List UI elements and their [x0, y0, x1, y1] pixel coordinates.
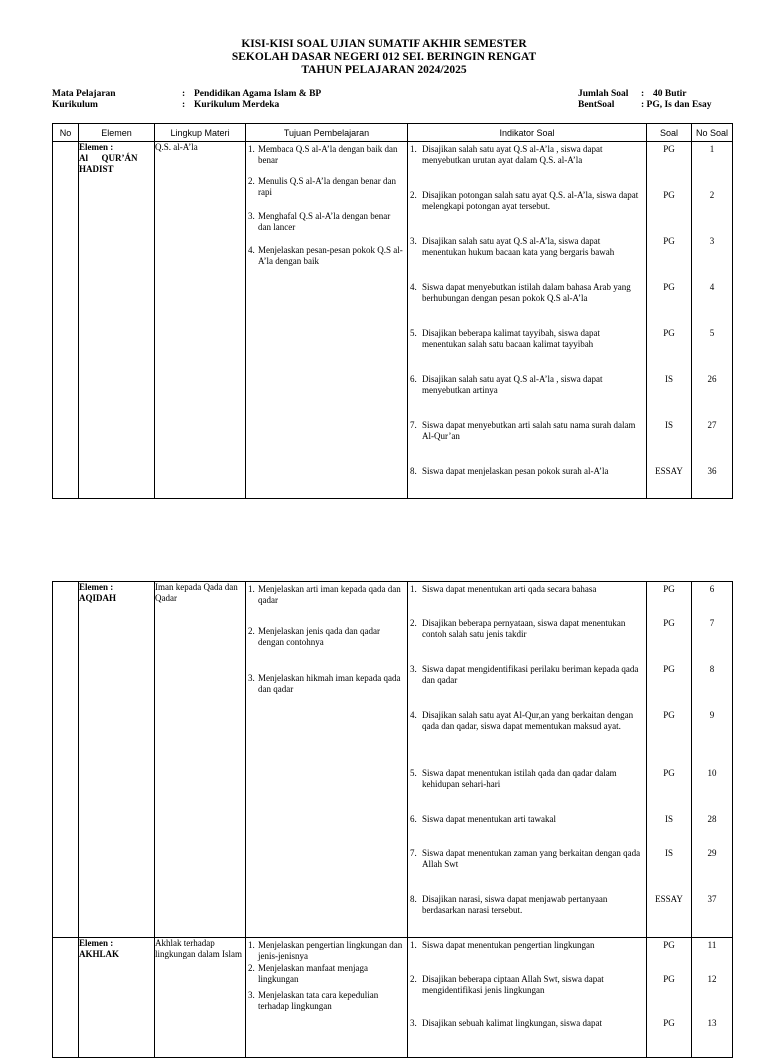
- indikator-item: [408, 664, 646, 686]
- kurikulum-value: Kurikulum Merdeka: [194, 100, 280, 110]
- tujuan-item: [246, 144, 407, 166]
- indikator-item: [408, 814, 646, 825]
- item-text: Siswa dapat menentukan arti qada secara bahasa: [422, 584, 597, 594]
- item-number: 3.: [410, 664, 417, 674]
- kisi-table-aqidah-akhlak: [52, 581, 733, 1058]
- soal-type: PG: [663, 144, 675, 154]
- soal-number: 2: [709, 190, 715, 200]
- soal-type: PG: [663, 282, 675, 292]
- col-nosoal-header: No Soal: [692, 124, 733, 142]
- soal-number: 37: [707, 894, 717, 904]
- elemen-name: Al QUR’ÁN: [79, 153, 138, 163]
- item-text: Disajikan sebuah kalimat lingkungan, siswa dapat: [422, 1018, 602, 1028]
- table-row: [53, 582, 733, 938]
- indikator-item: [408, 466, 646, 477]
- mapel-colon: :: [182, 89, 186, 99]
- soal-type: PG: [663, 940, 675, 950]
- lingkup-cell: Iman kepada Qada dan Qadar: [155, 582, 246, 938]
- tujuan-cell: [246, 938, 408, 1058]
- nosoal-cell: [692, 142, 733, 499]
- soal-cell: [647, 938, 692, 1058]
- tujuan-item: [246, 940, 407, 962]
- item-number: 1.: [410, 144, 417, 154]
- item-text: Menulis Q.S al-A’la dengan benar dan rapi: [258, 176, 396, 197]
- item-text: Siswa dapat menentukan istilah qada dan qadar dalam kehidupan sehari-hari: [422, 768, 617, 789]
- school-name: SEKOLAH DASAR NEGERI 012 SEI. BERINGIN RENGAT: [231, 51, 537, 63]
- elemen-label: Elemen :: [79, 582, 114, 592]
- indikator-cell: [408, 142, 647, 499]
- indikator-cell: [408, 582, 647, 938]
- indikator-item: [408, 190, 646, 212]
- item-number: 2.: [248, 176, 255, 186]
- soal-number: 4: [709, 282, 715, 292]
- soal-type: PG: [663, 584, 675, 594]
- meta-right: [578, 89, 711, 111]
- col-soal-header: Soal: [647, 124, 692, 142]
- tujuan-cell: [246, 582, 408, 938]
- elemen-name: AKHLAK: [79, 949, 120, 959]
- soal-type: PG: [663, 190, 675, 200]
- soal-type: PG: [663, 1018, 675, 1028]
- indikator-item: [408, 710, 646, 732]
- soal-number: 11: [707, 940, 717, 950]
- item-number: 6.: [410, 814, 417, 824]
- table-row: [53, 142, 733, 499]
- item-number: 1.: [410, 940, 417, 950]
- soal-number: 7: [709, 618, 715, 628]
- item-text: Menghafal Q.S al-A’la dengan benar dan lancer: [258, 211, 391, 232]
- indikator-item: [408, 236, 646, 258]
- soal-number: 28: [707, 814, 717, 824]
- soal-number: 5: [709, 328, 715, 338]
- soal-number: 26: [707, 374, 717, 384]
- elemen-name-2: HADIST: [79, 164, 114, 174]
- indikator-item: [408, 584, 646, 595]
- table-row: [53, 938, 733, 1058]
- jumlah-value: 40 Butir: [653, 89, 687, 99]
- soal-number: 12: [707, 974, 717, 984]
- item-text: Siswa dapat menentukan zaman yang berkaitan dengan qada Allah Swt: [422, 848, 641, 869]
- tujuan-item: [246, 990, 407, 1012]
- lingkup-cell: Q.S. al-A’la: [155, 142, 246, 499]
- soal-type: PG: [663, 618, 675, 628]
- soal-type: IS: [664, 814, 673, 824]
- item-text: Disajikan salah satu ayat Q.S al-A’la , siswa dapat menyebutkan urutan ayat dalam Q.S. al-A’la: [422, 144, 603, 165]
- item-text: Menjelaskan jenis qada dan qadar dengan contohnya: [258, 626, 380, 647]
- soal-number: 29: [707, 848, 717, 858]
- item-text: Siswa dapat menyebutkan arti salah satu nama surah dalam Al-Qur’an: [422, 420, 636, 441]
- document-title: KISI-KISI SOAL UJIAN SUMATIF AKHIR SEMESTER: [241, 38, 527, 50]
- item-text: Siswa dapat mengidentifikasi perilaku beriman kepada qada dan qadar: [422, 664, 639, 685]
- jumlah-label: Jumlah Soal: [578, 89, 629, 99]
- soal-cell: [647, 582, 692, 938]
- item-number: 7.: [410, 848, 417, 858]
- item-text: Menjelaskan tata cara kepedulian terhadap lingkungan: [258, 990, 379, 1011]
- tujuan-item: [246, 626, 407, 648]
- elemen-cell: [79, 142, 155, 499]
- item-number: 1.: [248, 940, 255, 950]
- table-header-row: [53, 124, 733, 142]
- nosoal-cell: [692, 582, 733, 938]
- nosoal-cell: [692, 938, 733, 1058]
- no-cell: [53, 142, 79, 499]
- tujuan-item: [246, 963, 407, 985]
- indikator-item: [408, 618, 646, 640]
- item-text: Disajikan salah satu ayat Q.S al-A’la, siswa dapat menentukan hukum bacaan kata yang bergaris bawah: [422, 236, 615, 257]
- elemen-cell: [79, 938, 155, 1058]
- mapel-value: Pendidikan Agama Islam & BP: [194, 89, 322, 99]
- soal-number: 6: [709, 584, 715, 594]
- soal-type: IS: [664, 420, 673, 430]
- tujuan-item: [246, 211, 407, 233]
- bentuk-label: BentSoal: [578, 100, 615, 110]
- col-elemen-header: Elemen: [79, 124, 155, 142]
- bentuk-value: : PG, Is dan Esay: [641, 100, 712, 110]
- kurikulum-colon: :: [182, 100, 186, 110]
- soal-type: PG: [663, 974, 675, 984]
- item-number: 1.: [248, 144, 255, 154]
- soal-number: 13: [707, 1018, 717, 1028]
- col-lingkup-header: Lingkup Materi: [155, 124, 246, 142]
- soal-number: 3: [709, 236, 715, 246]
- tujuan-item: [246, 176, 407, 198]
- soal-number: 27: [707, 420, 717, 430]
- indikator-item: [408, 894, 646, 916]
- soal-cell: [647, 142, 692, 499]
- item-number: 6.: [410, 374, 417, 384]
- col-tujuan-header: Tujuan Pembelajaran: [246, 124, 408, 142]
- item-number: 2.: [248, 626, 255, 636]
- item-number: 5.: [410, 768, 417, 778]
- no-cell: [53, 582, 79, 938]
- item-text: Disajikan narasi, siswa dapat menjawab pertanyaan berdasarkan narasi tersebut.: [422, 894, 608, 915]
- item-text: Disajikan salah satu ayat Q.S al-A’la , siswa dapat menyebutkan artinya: [422, 374, 603, 395]
- item-text: Siswa dapat menjelaskan pesan pokok surah al-A’la: [422, 466, 609, 476]
- indikator-cell: [408, 938, 647, 1058]
- school-year: TAHUN PELAJARAN 2024/2025: [301, 64, 467, 76]
- soal-type: PG: [663, 768, 675, 778]
- indikator-item: [408, 940, 646, 951]
- meta-jumlah-row: [578, 89, 711, 100]
- item-number: 3.: [248, 990, 255, 1000]
- soal-number: 9: [709, 710, 715, 720]
- elemen-cell: [79, 582, 155, 938]
- soal-number: 10: [707, 768, 717, 778]
- item-number: 2.: [410, 618, 417, 628]
- item-text: Disajikan potongan salah satu ayat Q.S. al-A’la, siswa dapat melengkapi potongan ayat tersebut.: [422, 190, 639, 211]
- soal-type: IS: [664, 848, 673, 858]
- item-number: 1.: [248, 584, 255, 594]
- document-header: [0, 38, 768, 77]
- item-number: 4.: [410, 710, 417, 720]
- indikator-item: [408, 768, 646, 790]
- item-text: Siswa dapat menentukan arti tawakal: [422, 814, 556, 824]
- kurikulum-label: Kurikulum: [52, 100, 98, 110]
- col-indikator-header: Indikator Soal: [408, 124, 647, 142]
- meta-kurikulum-row: [52, 100, 321, 111]
- item-text: Menjelaskan hikmah iman kepada qada dan qadar: [258, 673, 401, 694]
- meta-left: [52, 89, 321, 111]
- item-text: Menjelaskan arti iman kepada qada dan qadar: [258, 584, 401, 605]
- item-number: 3.: [248, 211, 255, 221]
- indikator-item: [408, 328, 646, 350]
- item-number: 5.: [410, 328, 417, 338]
- tujuan-item: [246, 673, 407, 695]
- soal-type: ESSAY: [655, 466, 683, 476]
- item-text: Menjelaskan pesan-pesan pokok Q.S al-A’la dengan baik: [258, 245, 403, 266]
- meta-bentuk-row: [578, 100, 711, 111]
- item-text: Disajikan beberapa kalimat tayyibah, siswa dapat menentukan salah satu bacaan kalimat tayyibah: [422, 328, 600, 349]
- mapel-label: Mata Pelajaran: [52, 89, 116, 99]
- item-number: 1.: [410, 584, 417, 594]
- tujuan-cell: [246, 142, 408, 499]
- elemen-name: AQIDAH: [79, 593, 117, 603]
- item-text: Siswa dapat menentukan pengertian lingkungan: [422, 940, 595, 950]
- soal-type: PG: [663, 328, 675, 338]
- soal-type: ESSAY: [655, 894, 683, 904]
- tujuan-item: [246, 584, 407, 606]
- item-text: Disajikan salah satu ayat Al-Qur,an yang berkaitan dengan qada dan qadar, siswa dapat mementukan maksud ayat.: [422, 710, 634, 731]
- item-text: Menjelaskan manfaat menjaga lingkungan: [258, 963, 368, 984]
- item-text: Siswa dapat menyebutkan istilah dalam bahasa Arab yang berhubungan dengan pesan pokok Q.S al-A’la: [422, 282, 631, 303]
- item-text: Menjelaskan pengertian lingkungan dan jenis-jenisnya: [258, 940, 403, 961]
- soal-number: 36: [707, 466, 717, 476]
- item-number: 2.: [410, 190, 417, 200]
- item-number: 2.: [248, 963, 255, 973]
- item-number: 8.: [410, 894, 417, 904]
- elemen-label: Elemen :: [79, 938, 114, 948]
- indikator-item: [408, 144, 646, 166]
- soal-type: PG: [663, 664, 675, 674]
- indikator-item: [408, 282, 646, 304]
- indikator-item: [408, 848, 646, 870]
- indikator-item: [408, 974, 646, 996]
- kisi-table-quran: [52, 123, 733, 499]
- item-number: 8.: [410, 466, 417, 476]
- item-text: Disajikan beberapa pernyataan, siswa dapat menentukan contoh salah satu jenis takdir: [422, 618, 626, 639]
- soal-type: PG: [663, 710, 675, 720]
- indikator-item: [408, 374, 646, 396]
- item-number: 3.: [410, 1018, 417, 1028]
- no-cell: [53, 938, 79, 1058]
- elemen-label: Elemen :: [79, 142, 114, 152]
- item-number: 7.: [410, 420, 417, 430]
- col-no-header: No: [53, 124, 79, 142]
- soal-number: 1: [709, 144, 715, 154]
- item-text: Membaca Q.S al-A’la dengan baik dan benar: [258, 144, 398, 165]
- tujuan-item: [246, 245, 407, 267]
- item-number: 4.: [410, 282, 417, 292]
- indikator-item: [408, 420, 646, 442]
- meta-mapel-row: [52, 89, 321, 100]
- soal-type: PG: [663, 236, 675, 246]
- item-number: 4.: [248, 245, 255, 255]
- jumlah-colon: :: [641, 89, 645, 99]
- soal-type: IS: [664, 374, 673, 384]
- item-number: 3.: [410, 236, 417, 246]
- soal-number: 8: [709, 664, 715, 674]
- item-number: 3.: [248, 673, 255, 683]
- item-text: Disajikan beberapa ciptaan Allah Swt, siswa dapat mengidentifikasi jenis lingkungan: [422, 974, 604, 995]
- lingkup-cell: Akhlak terhadap lingkungan dalam Islam: [155, 938, 246, 1058]
- item-number: 2.: [410, 974, 417, 984]
